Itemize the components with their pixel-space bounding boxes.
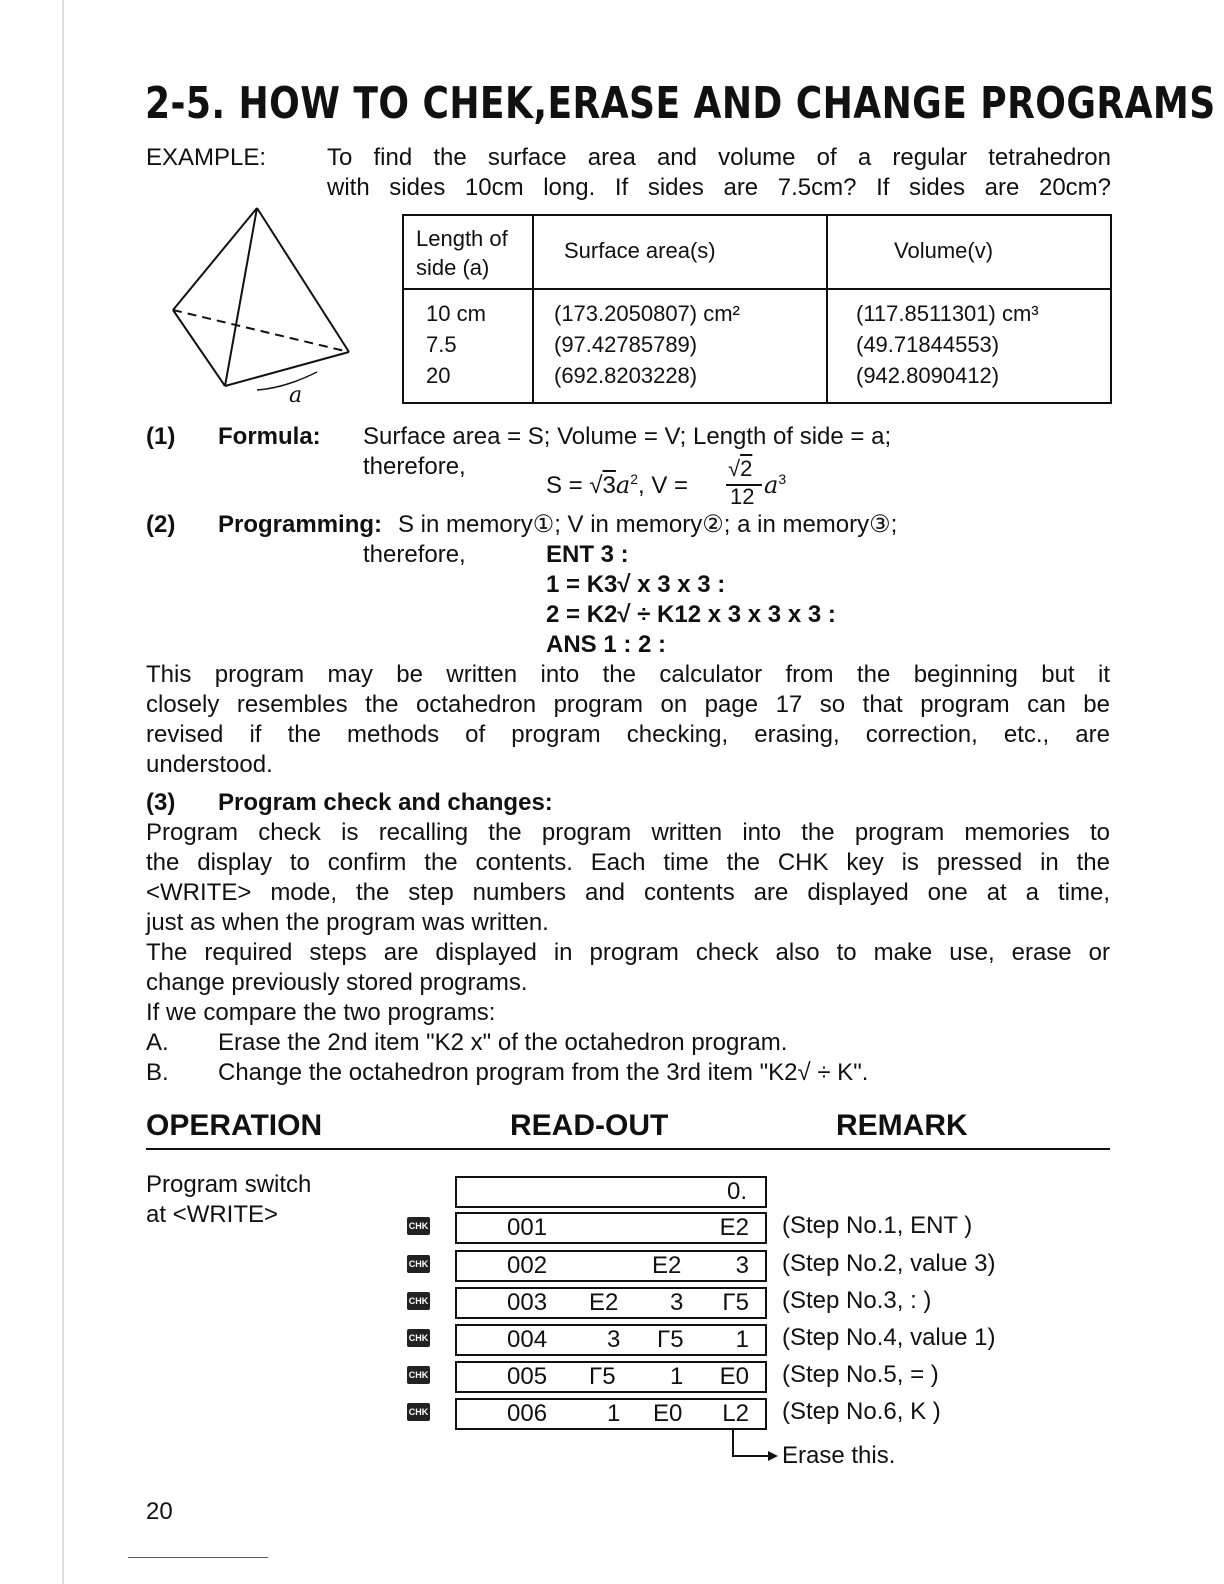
step-number: 001 <box>507 1214 548 1241</box>
program-line: ENT 3 : <box>546 541 629 568</box>
readout-display <box>455 1287 767 1319</box>
step-content: 3 <box>670 1289 684 1316</box>
readout-display <box>455 1212 767 1244</box>
step-remark: (Step No.6, K ) <box>782 1398 941 1425</box>
erase-note: Erase this. <box>782 1442 896 1469</box>
step-content: L2 <box>722 1400 749 1427</box>
programming-label: Programming: <box>218 511 383 538</box>
check-item-letter: B. <box>146 1059 169 1086</box>
chk-key-icon: CHK <box>407 1255 430 1273</box>
step-content: Γ5 <box>589 1363 616 1390</box>
chk-key-icon: CHK <box>407 1366 430 1384</box>
program-line: 2 = K2√ ÷ K12 x 3 x 3 x 3 : <box>546 601 836 628</box>
length-value: 10 cm <box>426 301 486 326</box>
chk-key-icon: CHK <box>407 1217 430 1235</box>
header-operation: OPERATION <box>146 1109 323 1142</box>
length-value: 20 <box>426 363 451 388</box>
check-line: Program check is recalling the program written into the program memories to <box>146 819 1110 846</box>
programming-text: S in memory①; V in memory②; a in memory③; <box>398 511 898 538</box>
tetrahedron-figure <box>165 200 365 410</box>
readout-display-initial <box>455 1176 767 1208</box>
surface-value: (692.8203228) <box>554 363 698 388</box>
step-content: E0 <box>653 1400 683 1427</box>
check-item-text: Erase the 2nd item "K2 x" of the octahedron program. <box>218 1029 788 1056</box>
paragraph-line: revised if the methods of program checking, erasing, correction, etc., are <box>146 721 1110 748</box>
readout-value: 0. <box>726 1178 747 1205</box>
chk-key-icon: CHK <box>407 1292 430 1310</box>
step-remark: (Step No.2, value 3) <box>782 1250 996 1277</box>
page-edge <box>62 0 64 1584</box>
step-number: 004 <box>507 1326 548 1353</box>
step-number: 005 <box>507 1363 548 1390</box>
readout-display <box>455 1361 767 1393</box>
lengths-cell <box>403 289 533 403</box>
step-number: 003 <box>507 1289 548 1316</box>
page-number: 20 <box>146 1498 173 1525</box>
check-line: <WRITE> mode, the step numbers and contents are displayed one at a time, <box>146 879 1110 906</box>
step-content: 1 <box>670 1363 684 1390</box>
check-line: the display to confirm the contents. Each time the CHK key is pressed in the <box>146 849 1110 876</box>
erase-arrow-icon <box>728 1430 788 1470</box>
formula-text: Surface area = S; Volume = V; Length of side = a; <box>363 423 892 450</box>
results-table <box>402 214 1112 404</box>
check-line: The required steps are displayed in program check also to make use, erase or <box>146 939 1110 966</box>
formula-number: (1) <box>146 423 176 450</box>
example-label: EXAMPLE: <box>146 144 267 171</box>
footer-rule <box>128 1557 268 1558</box>
chk-key-icon: CHK <box>407 1403 430 1421</box>
step-content: Γ5 <box>657 1326 684 1353</box>
figure-side-label: a <box>289 383 303 408</box>
header-readout: READ-OUT <box>510 1109 669 1142</box>
step-remark: (Step No.1, ENT ) <box>782 1212 973 1239</box>
page-title: 2-5. HOW TO CHEK,ERASE AND CHANGE PROGRAMS <box>145 78 1216 129</box>
step-remark: (Step No.4, value 1) <box>782 1324 996 1351</box>
formula-label: Formula: <box>218 423 321 450</box>
example-line-1: To find the surface area and volume of a regular tetrahedron <box>327 144 1111 171</box>
paragraph-line: understood. <box>146 751 273 778</box>
volume-value: (942.8090412) <box>856 363 1000 388</box>
step-content: E0 <box>719 1363 749 1390</box>
readout-display <box>455 1324 767 1356</box>
header-divider <box>146 1148 1110 1150</box>
program-line: 1 = K3√ x 3 x 3 : <box>546 571 726 598</box>
surface-value: (97.42785789) <box>554 332 698 357</box>
length-value: 7.5 <box>426 332 457 357</box>
paragraph-line: closely resembles the octahedron program on page 17 so that program can be <box>146 691 1110 718</box>
check-item-letter: A. <box>146 1029 169 1056</box>
header-remark: REMARK <box>836 1109 968 1142</box>
step-content: E2 <box>719 1214 749 1241</box>
step-content: Γ5 <box>722 1289 749 1316</box>
header-volume: Volume(v) <box>827 215 1111 289</box>
example-line-2: with sides 10cm long. If sides are 7.5cm? If sides are 20cm? <box>327 174 1111 201</box>
switch-line-2: at <WRITE> <box>146 1201 279 1228</box>
readout-display <box>455 1250 767 1282</box>
check-line: change previously stored programs. <box>146 969 528 996</box>
step-content: 1 <box>735 1326 749 1353</box>
check-item-text: Change the octahedron program from the 3rd item "K2√ ÷ K". <box>218 1059 869 1086</box>
step-content: E2 <box>589 1289 619 1316</box>
surface-value: (173.2050807) cm² <box>554 301 740 326</box>
check-line: just as when the program was written. <box>146 909 549 936</box>
surfaces-cell <box>533 289 827 403</box>
step-number: 006 <box>507 1400 548 1427</box>
switch-line-1: Program switch <box>146 1171 312 1198</box>
volume-value: (49.71844553) <box>856 332 1000 357</box>
volumes-cell <box>827 289 1111 403</box>
programming-number: (2) <box>146 511 176 538</box>
step-remark: (Step No.3, : ) <box>782 1287 932 1314</box>
step-content: E2 <box>652 1252 682 1279</box>
program-line: ANS 1 : 2 : <box>546 631 667 658</box>
chk-key-icon: CHK <box>407 1329 430 1347</box>
step-content: 1 <box>607 1400 621 1427</box>
step-content: 3 <box>607 1326 621 1353</box>
programming-therefore: therefore, <box>363 541 466 568</box>
paragraph-line: This program may be written into the calculator from the beginning but it <box>146 661 1110 688</box>
formula-therefore: therefore, <box>363 453 466 480</box>
check-line: If we compare the two programs: <box>146 999 496 1026</box>
step-number: 002 <box>507 1252 548 1279</box>
check-label: Program check and changes: <box>218 789 553 816</box>
volume-value: (117.8511301) cm³ <box>856 301 1039 326</box>
check-number: (3) <box>146 789 176 816</box>
step-content: 3 <box>735 1252 749 1279</box>
header-surface: Surface area(s) <box>533 215 827 289</box>
readout-display <box>455 1398 767 1430</box>
step-remark: (Step No.5, = ) <box>782 1361 939 1388</box>
header-length: Length of side (a) <box>403 215 533 289</box>
